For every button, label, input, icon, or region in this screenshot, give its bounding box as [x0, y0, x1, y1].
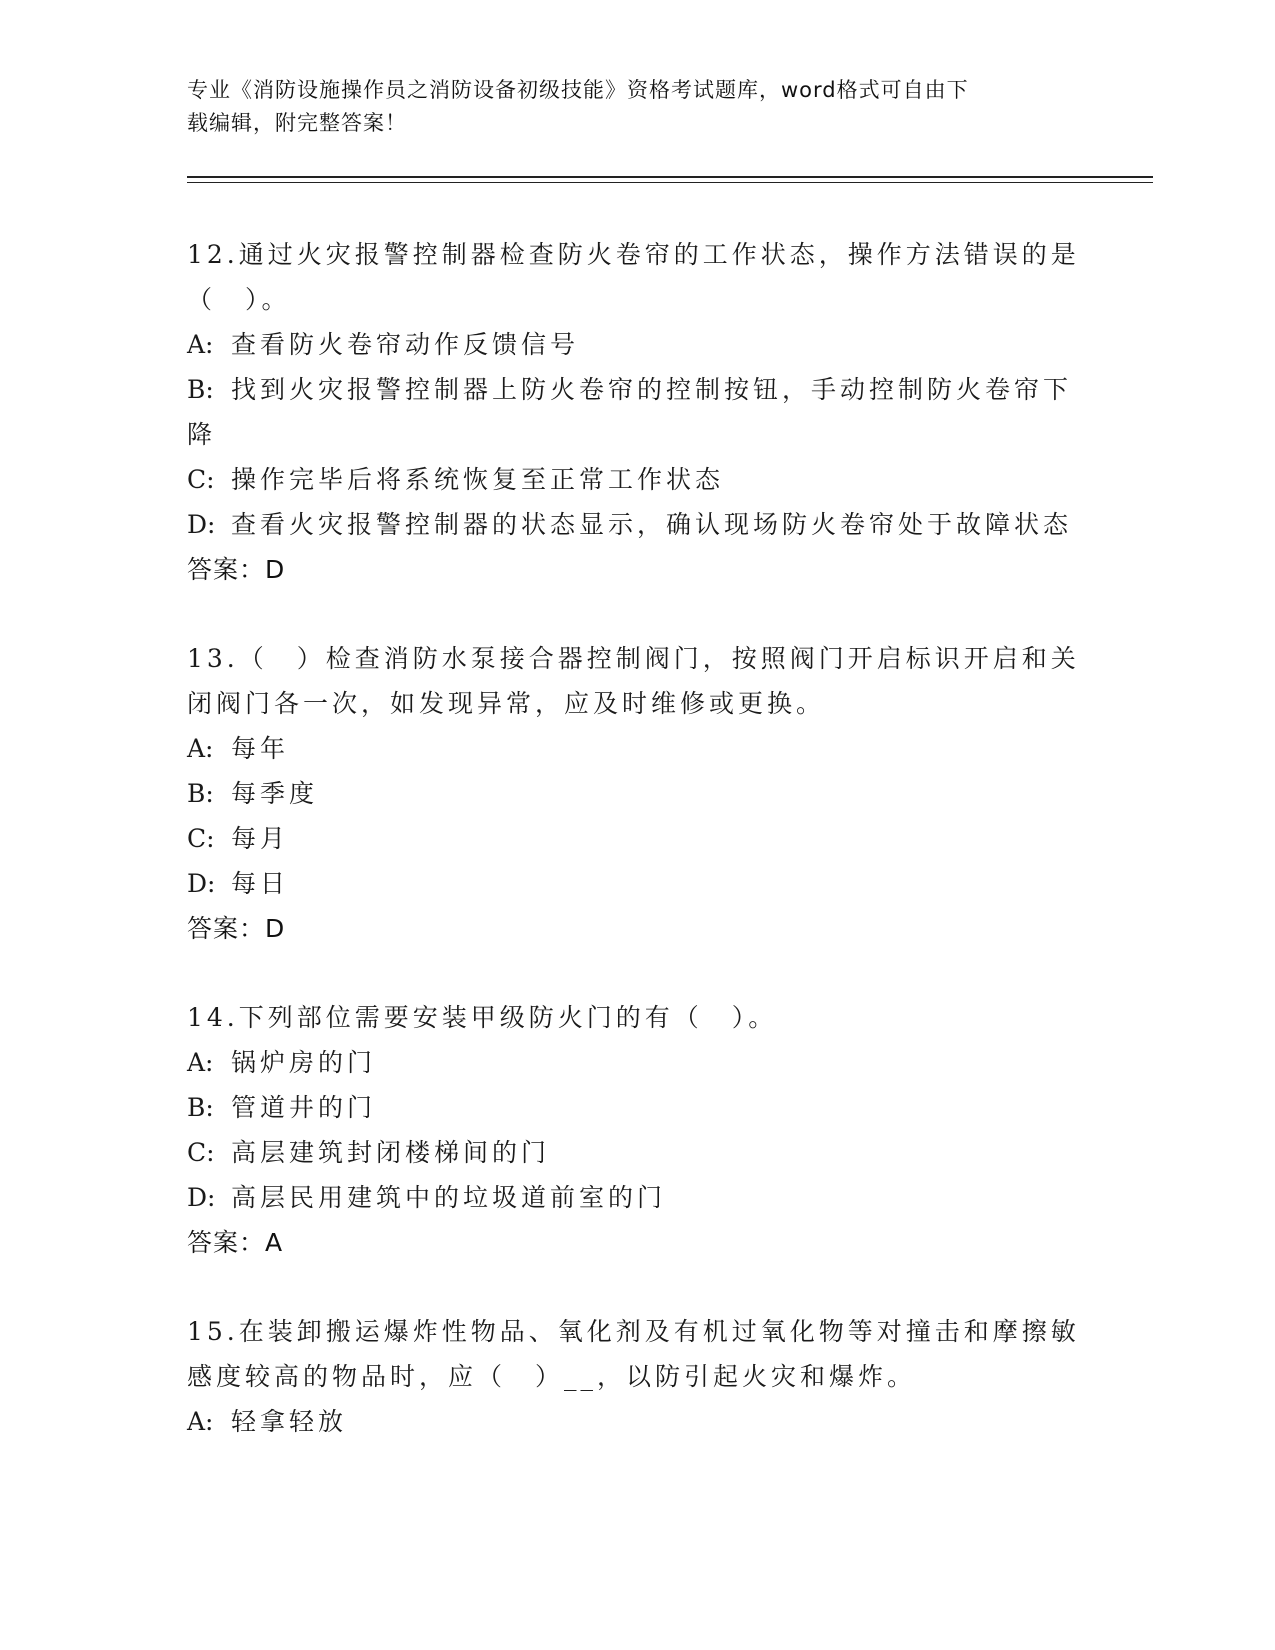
option-a: [187, 726, 1087, 771]
question-15: [187, 1309, 1087, 1444]
option-text: 每季度: [231, 779, 319, 808]
option-text: 查看防火卷帘动作反馈信号: [231, 330, 580, 359]
question-stem-line: 13.（ ）检查消防水泵接合器控制阀门，按照阀门开启标识开启和关: [187, 644, 1080, 673]
answer-text: 答案：D: [187, 555, 286, 584]
option-text: 每月: [231, 824, 290, 853]
header-divider-thick: [187, 176, 1153, 178]
option-letter: D:: [187, 1183, 216, 1212]
option-text: 每日: [231, 869, 290, 898]
option-b: [187, 1085, 1087, 1130]
spacer: [187, 1266, 1087, 1309]
option-text: 高层民用建筑中的垃圾道前室的门: [231, 1183, 667, 1212]
option-letter: B:: [187, 779, 214, 808]
option-a: [187, 322, 1087, 367]
option-a: [187, 1399, 1087, 1444]
answer-text: 答案：D: [187, 914, 286, 943]
option-text: 轻拿轻放: [231, 1407, 348, 1436]
option-text: 管道井的门: [231, 1093, 377, 1122]
option-d: [187, 502, 1087, 547]
option-letter: C:: [187, 465, 215, 494]
question-14: [187, 995, 1087, 1266]
question-stem-line: （ ）。: [187, 285, 291, 314]
header-divider-thin: [187, 182, 1153, 183]
option-text: 每年: [231, 734, 290, 763]
option-letter: A:: [187, 734, 214, 763]
header-line-2: 载编辑，附完整答案！: [187, 111, 407, 135]
option-letter: A:: [187, 1048, 214, 1077]
document-header: [187, 74, 1067, 140]
answer-text: 答案：A: [187, 1228, 284, 1257]
option-letter: B:: [187, 375, 214, 404]
question-stem-line: 14.下列部位需要安装甲级防火门的有（ ）。: [187, 1003, 778, 1032]
option-c: [187, 457, 1087, 502]
option-text: 操作完毕后将系统恢复至正常工作状态: [231, 465, 725, 494]
question-stem-line: 12.通过火灾报警控制器检查防火卷帘的工作状态，操作方法错误的是: [187, 240, 1080, 269]
header-line-1: 专业《消防设施操作员之消防设备初级技能》资格考试题库，word格式可自由下: [187, 78, 969, 102]
option-b: [187, 367, 1087, 412]
question-list: [187, 232, 1087, 1444]
option-text: 高层建筑封闭楼梯间的门: [231, 1138, 551, 1167]
question-stem-line: 闭阀门各一次，如发现异常，应及时维修或更换。: [187, 689, 826, 718]
option-a: [187, 1040, 1087, 1085]
option-letter: C:: [187, 1138, 215, 1167]
option-letter: D:: [187, 510, 216, 539]
spacer: [187, 593, 1087, 636]
option-letter: B:: [187, 1093, 214, 1122]
option-b-continued: 降: [187, 420, 217, 449]
option-text: 找到火灾报警控制器上防火卷帘的控制按钮，手动控制防火卷帘下: [231, 375, 1073, 404]
option-d: [187, 861, 1087, 906]
question-13: [187, 636, 1087, 952]
spacer: [187, 952, 1087, 995]
option-c: [187, 816, 1087, 861]
option-b: [187, 771, 1087, 816]
question-stem-line: 15.在装卸搬运爆炸性物品、氧化剂及有机过氧化物等对撞击和摩擦敏: [187, 1317, 1080, 1346]
option-letter: C:: [187, 824, 215, 853]
option-letter: A:: [187, 1407, 214, 1436]
option-d: [187, 1175, 1087, 1220]
option-letter: D:: [187, 869, 216, 898]
question-12: [187, 232, 1087, 593]
option-text: 锅炉房的门: [231, 1048, 377, 1077]
option-c: [187, 1130, 1087, 1175]
option-text: 查看火灾报警控制器的状态显示，确认现场防火卷帘处于故障状态: [231, 510, 1073, 539]
question-stem-line: 感度较高的物品时，应（ ）__，以防引起火灾和爆炸。: [187, 1362, 917, 1391]
option-letter: A:: [187, 330, 214, 359]
